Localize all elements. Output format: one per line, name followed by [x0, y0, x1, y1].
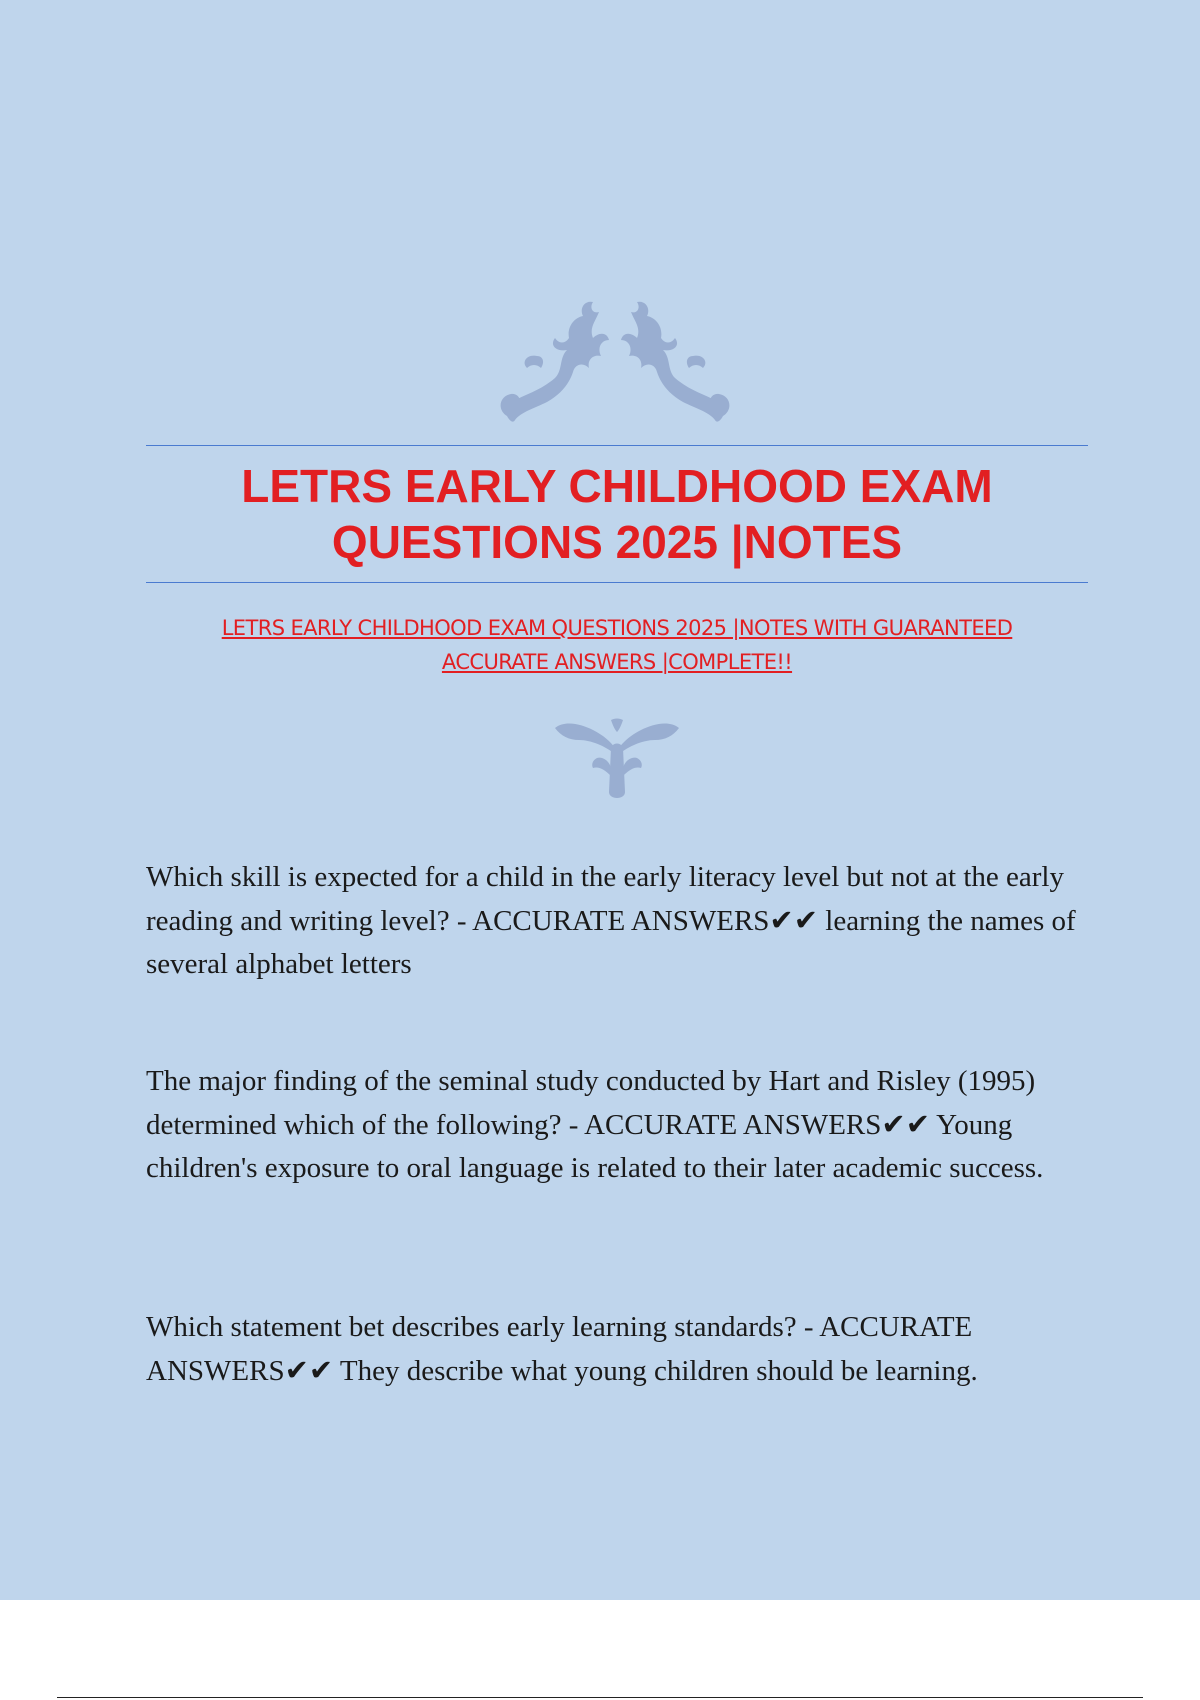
subtitle-line-2: ACCURATE ANSWERS |COMPLETE!!: [441, 650, 793, 674]
question-answer-2: The major finding of the seminal study conducted by Hart and Risley (1995) determined which of the following? - ACCURATE ANSWERS✔✔ Young children's exposure to oral language is related to their later academic success.: [146, 1065, 1044, 1184]
title-line-2: QUESTIONS 2025 |NOTES: [331, 516, 903, 568]
title-bottom-rule: [146, 582, 1088, 583]
document-subtitle: [146, 611, 1088, 679]
question-answer-3: Which statement bet describes early learning standards? - ACCURATE ANSWERS✔✔ They describe what young children should be learning.: [146, 1311, 978, 1387]
footer-rule: [57, 1697, 1143, 1698]
question-answer-1: Which skill is expected for a child in the early literacy level but not at the early reading and writing level? - ACCURATE ANSWERS✔✔ learning the names of several alphabet letters: [146, 861, 1076, 980]
title-top-rule: [146, 445, 1088, 446]
fleuron-ornament-icon: [553, 718, 681, 802]
flourish-ornament-icon: [497, 298, 733, 426]
subtitle-line-1: LETRS EARLY CHILDHOOD EXAM QUESTIONS 2025 |NOTES WITH GUARANTEED: [221, 616, 1013, 640]
document-title: [146, 458, 1088, 570]
title-line-1: LETRS EARLY CHILDHOOD EXAM: [241, 460, 993, 512]
